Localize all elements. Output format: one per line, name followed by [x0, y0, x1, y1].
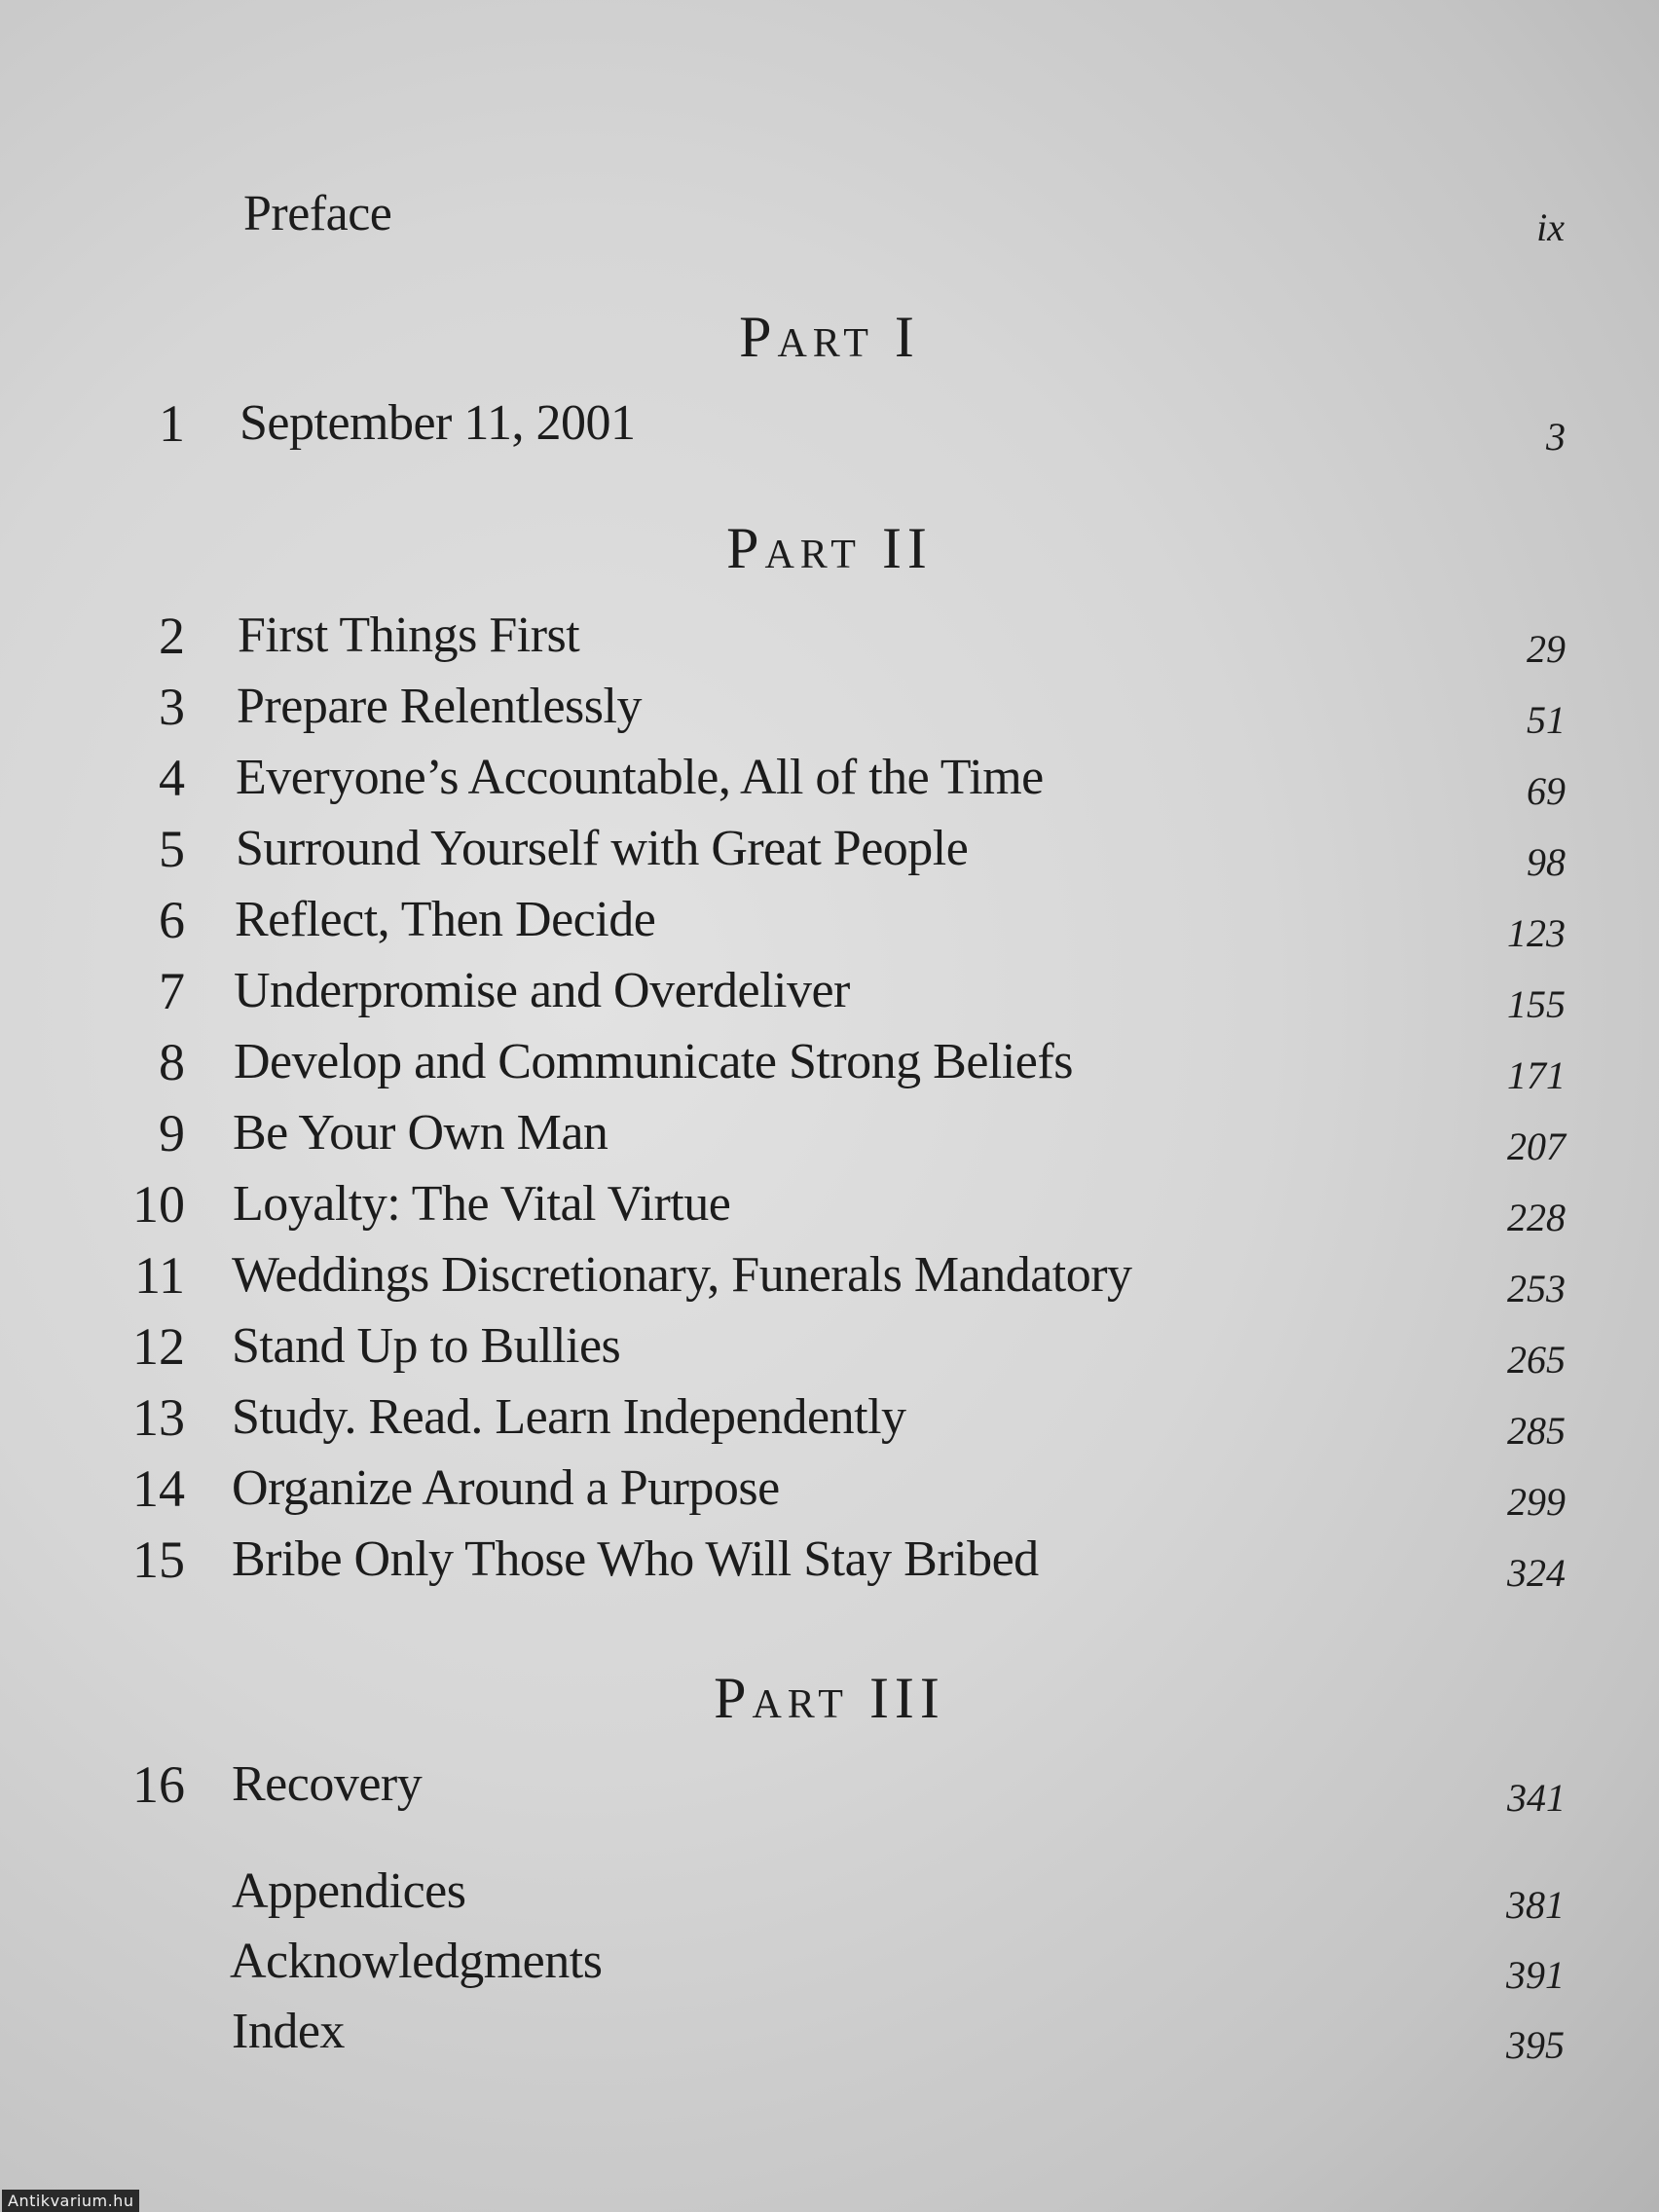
chapter-number: 9 [159, 1104, 185, 1162]
chapter-number: 3 [159, 678, 185, 736]
toc-entry[interactable] [0, 957, 1659, 1025]
toc-entry-preface[interactable] [0, 180, 1659, 248]
chapter-title: Surround Yourself with Great People [236, 821, 969, 876]
toc-entry[interactable] [0, 1383, 1659, 1452]
chapter-number: 12 [132, 1317, 185, 1376]
chapter-number: 6 [159, 891, 185, 949]
chapter-page: 324 [1507, 1551, 1566, 1595]
chapter-number: 10 [132, 1175, 185, 1234]
chapter-page: 51 [1527, 698, 1566, 742]
chapter-title: Underpromise and Overdeliver [234, 963, 850, 1018]
part-label: Part III [714, 1666, 945, 1730]
toc-entry[interactable] [0, 1099, 1659, 1167]
toc-entry-title: Preface [243, 186, 392, 241]
chapter-title: Develop and Communicate Strong Beliefs [234, 1034, 1073, 1089]
chapter-title: Reflect, Then Decide [235, 892, 656, 947]
back-matter-page: 395 [1506, 2023, 1565, 2067]
chapter-title: Recovery [232, 1756, 423, 1812]
toc-entry-index[interactable] [0, 1998, 1659, 2066]
toc-entry-acknowledgments[interactable] [0, 1928, 1659, 1996]
part-heading [0, 1659, 1659, 1737]
chapter-page: 299 [1507, 1480, 1566, 1524]
chapter-number: 8 [159, 1033, 185, 1091]
back-matter-title: Appendices [232, 1863, 466, 1919]
chapter-title: Prepare Relentlessly [237, 679, 642, 734]
chapter-page: 341 [1507, 1776, 1566, 1820]
chapter-title: Be Your Own Man [233, 1105, 608, 1161]
toc-entry[interactable] [0, 1526, 1659, 1594]
part-label: Part II [726, 516, 933, 580]
chapter-number: 1 [159, 394, 185, 453]
back-matter-title: Acknowledgments [230, 1934, 603, 1989]
chapter-number: 16 [132, 1755, 185, 1814]
chapter-number: 5 [159, 820, 185, 878]
toc-entry[interactable] [0, 389, 1659, 458]
chapter-page: 228 [1507, 1196, 1566, 1239]
toc-entry[interactable] [0, 1241, 1659, 1309]
toc-entry[interactable] [0, 886, 1659, 954]
chapter-number: 4 [159, 749, 185, 807]
toc-entry[interactable] [0, 602, 1659, 670]
chapter-page: 253 [1507, 1267, 1566, 1310]
chapter-number: 11 [134, 1246, 185, 1305]
toc-entry-appendices[interactable] [0, 1858, 1659, 1926]
toc-entry[interactable] [0, 1751, 1659, 1819]
chapter-title: September 11, 2001 [240, 395, 636, 451]
chapter-page: 171 [1507, 1053, 1566, 1097]
toc-entry[interactable] [0, 673, 1659, 741]
chapter-page: 29 [1527, 627, 1566, 671]
chapter-number: 14 [132, 1459, 185, 1518]
chapter-title: Study. Read. Learn Independently [232, 1389, 906, 1445]
back-matter-page: 391 [1506, 1953, 1565, 1997]
chapter-title: Everyone’s Accountable, All of the Time [236, 750, 1044, 805]
chapter-number: 13 [132, 1388, 185, 1447]
chapter-title: Stand Up to Bullies [232, 1318, 621, 1374]
chapter-number: 15 [132, 1530, 185, 1589]
toc-entry[interactable] [0, 1170, 1659, 1238]
part-heading [0, 509, 1659, 587]
chapter-page: 69 [1527, 769, 1566, 813]
chapter-title: Loyalty: The Vital Virtue [233, 1176, 731, 1232]
toc-entry[interactable] [0, 1312, 1659, 1381]
toc-entry[interactable] [0, 815, 1659, 883]
toc-entry[interactable] [0, 1455, 1659, 1523]
chapter-title: First Things First [238, 608, 580, 663]
chapter-title: Organize Around a Purpose [232, 1460, 780, 1516]
chapter-title: Weddings Discretionary, Funerals Mandatory [232, 1247, 1132, 1303]
chapter-page: 155 [1507, 982, 1566, 1026]
toc-entry[interactable] [0, 744, 1659, 812]
chapter-number: 2 [159, 607, 185, 665]
chapter-page: 265 [1507, 1338, 1566, 1382]
chapter-page: 123 [1507, 911, 1566, 955]
chapter-page: 285 [1507, 1409, 1566, 1453]
chapter-title: Bribe Only Those Who Will Stay Bribed [232, 1531, 1039, 1587]
back-matter-title: Index [232, 2004, 345, 2059]
part-heading [0, 298, 1659, 376]
watermark: Antikvarium.hu [2, 2190, 139, 2212]
chapter-page: 3 [1546, 415, 1566, 459]
chapter-page: 207 [1507, 1124, 1566, 1168]
back-matter-page: 381 [1506, 1883, 1565, 1927]
toc-entry[interactable] [0, 1028, 1659, 1096]
chapter-number: 7 [159, 962, 185, 1020]
toc-entry-page: ix [1536, 205, 1565, 249]
part-label: Part I [739, 305, 920, 369]
chapter-page: 98 [1527, 840, 1566, 884]
